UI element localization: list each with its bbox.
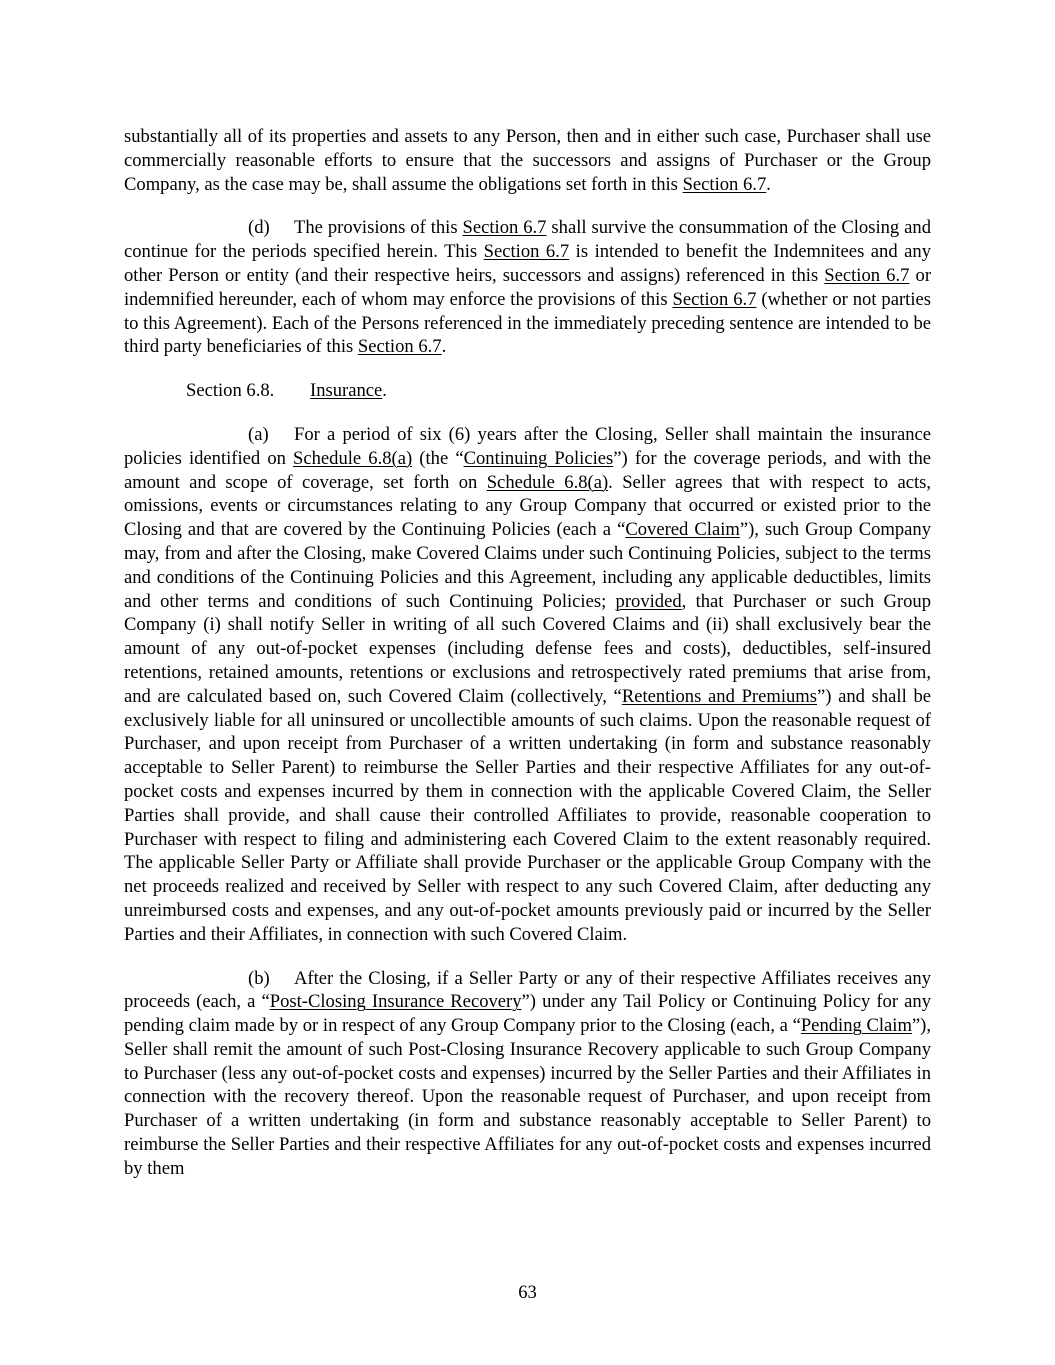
underlined-term: Section 6.7 xyxy=(357,336,442,358)
underlined-term: Section 6.7 xyxy=(462,217,547,239)
text-run: is intended to benefit the Indemnitees and any other Person or entity (and their respective heirs, successors and assigns) referenced in this xyxy=(124,241,932,286)
text-run: For a period of six (6) years after the Closing, Seller shall maintain the insurance policies identified on xyxy=(124,423,931,469)
clause-label-a: (a) xyxy=(248,423,269,445)
paragraph-b xyxy=(124,967,931,1181)
underlined-term: Schedule 6.8(a) xyxy=(486,471,609,493)
clause-label-d: (d) xyxy=(248,217,270,239)
underlined-term: Continuing Policies xyxy=(463,447,614,469)
underlined-term: provided xyxy=(615,590,682,612)
clause-label-b: (b) xyxy=(248,967,270,989)
paragraph-continuation xyxy=(124,125,931,196)
text-run: After the Closing, if a Seller Party or any of their respective Affiliates receives any proceeds (each, a “ xyxy=(124,967,931,1013)
text-run: ”), Seller shall remit the amount of such Post-Closing Insurance Recovery applicable to such Group Company to Purchaser (less any out-of-pocket costs and expenses) incurred by the Seller Parties and their Affiliates in connection with the recovery thereof. Upon the reasonable request of Purchaser, and upon receipt from Purchaser of a written undertaking (in form and substance reasonably acceptable to Seller Parent) to reimburse the Seller Parties and their respective Affiliates for any out-of-pocket costs and expenses incurred by them xyxy=(124,1015,932,1179)
text-run: ”) under any Tail Policy or Continuing Policy for any pending claim made by or in respect of any Group Company prior to the Closing (each, a “ xyxy=(124,991,931,1037)
text-run: (the “ xyxy=(412,447,464,469)
paragraph-a-text xyxy=(124,424,931,945)
text-run: , that Purchaser or such Group Company (i) shall notify Seller in writing of all such Covered Claims and (ii) shall exclusively bear the amount of any out-of-pocket expenses (including defense fees and costs), deductibles, self-insured retentions, retained amounts, retentions or exclusions and retrospectively rated premiums that arise from, and are calculated based on, such Covered Claim (collectively, “ xyxy=(124,590,932,707)
underlined-term: Section 6.7 xyxy=(682,173,767,195)
underlined-term: Section 6.7 xyxy=(483,241,570,263)
paragraph-b-text xyxy=(124,968,931,1179)
text-run: . xyxy=(766,173,771,195)
underlined-term: Retentions and Premiums xyxy=(621,685,817,707)
underlined-term: Schedule 6.8(a) xyxy=(293,447,413,469)
text-run: ”), such Group Company may, from and after the Closing, make Covered Claims under such Continuing Policies, subject to the terms and conditions of the Continuing Policies and this Agreement, including any applicable deductibles, limits and other terms and conditions of such Continuing Policies; xyxy=(124,519,931,612)
section-title-period: . xyxy=(382,380,387,402)
text-run: ”) and shall be exclusively liable for all uninsured or uncollectible amounts of such claims. Upon the reasonable request of Purchaser, and upon receipt from Purchaser of a written undertaking (in form and substance reasonably acceptable to Seller Parent) to reimburse the Seller Parties and their respective Affiliates for any out-of-pocket costs and expenses incurred by them in connection with the applicable Covered Claim, the Seller Parties shall provide, and shall cause their controlled Affiliates to provide, reasonable cooperation to Purchaser with respect to filing and administering each Covered Claim to the extent reasonably required. The applicable Seller Party or Affiliate shall provide Purchaser or the applicable Group Company with the net proceeds realized and received by Seller with respect to any such Covered Claim, after deducting any unreimbursed costs and expenses, and any out-of-pocket amounts previously paid or incurred by the Seller Parties and their Affiliates, in connection with such Covered Claim. xyxy=(124,685,932,945)
paragraph-a xyxy=(124,423,931,947)
underlined-term: Post-Closing Insurance Recovery xyxy=(269,991,522,1013)
document-page xyxy=(124,125,931,1201)
section-title: Insurance xyxy=(310,380,383,402)
page-number: 63 xyxy=(518,1282,537,1303)
text-run: . xyxy=(441,336,447,358)
text-run: . Seller agrees that with respect to acts, omissions, events or circumstances relating to any Group Company that occurred or existed prior to the Closing and that are covered by the Continuing Policies (each a “ xyxy=(124,471,932,541)
paragraph-d-text xyxy=(124,217,931,357)
text-run: substantially all of its properties and assets to any Person, then and in either such case, Purchaser shall use commercially reasonable efforts to ensure that the successors and assigns of Purchaser or the Group Company, as the case may be, shall assume the obligations set forth in this xyxy=(124,126,931,195)
text-run: ”) for the coverage periods, and with the amount and scope of coverage, set forth on xyxy=(124,447,932,493)
underlined-term: Covered Claim xyxy=(625,519,740,541)
paragraph-d xyxy=(124,216,931,359)
underlined-term: Section 6.7 xyxy=(672,288,757,310)
section-heading xyxy=(124,379,931,403)
section-number: Section 6.8. xyxy=(186,380,275,402)
text-run: The provisions of this xyxy=(294,217,463,239)
text-run: shall survive the consummation of the Closing and continue for the periods specified herein. This xyxy=(124,217,931,263)
text-run: (whether or not parties to this Agreement). Each of the Persons referenced in the immediately preceding sentence are intended to be third party beneficiaries of this xyxy=(124,288,931,358)
underlined-term: Section 6.7 xyxy=(824,264,910,286)
text-run: or indemnified hereunder, each of whom may enforce the provisions of this xyxy=(124,264,932,310)
underlined-term: Pending Claim xyxy=(800,1015,912,1037)
